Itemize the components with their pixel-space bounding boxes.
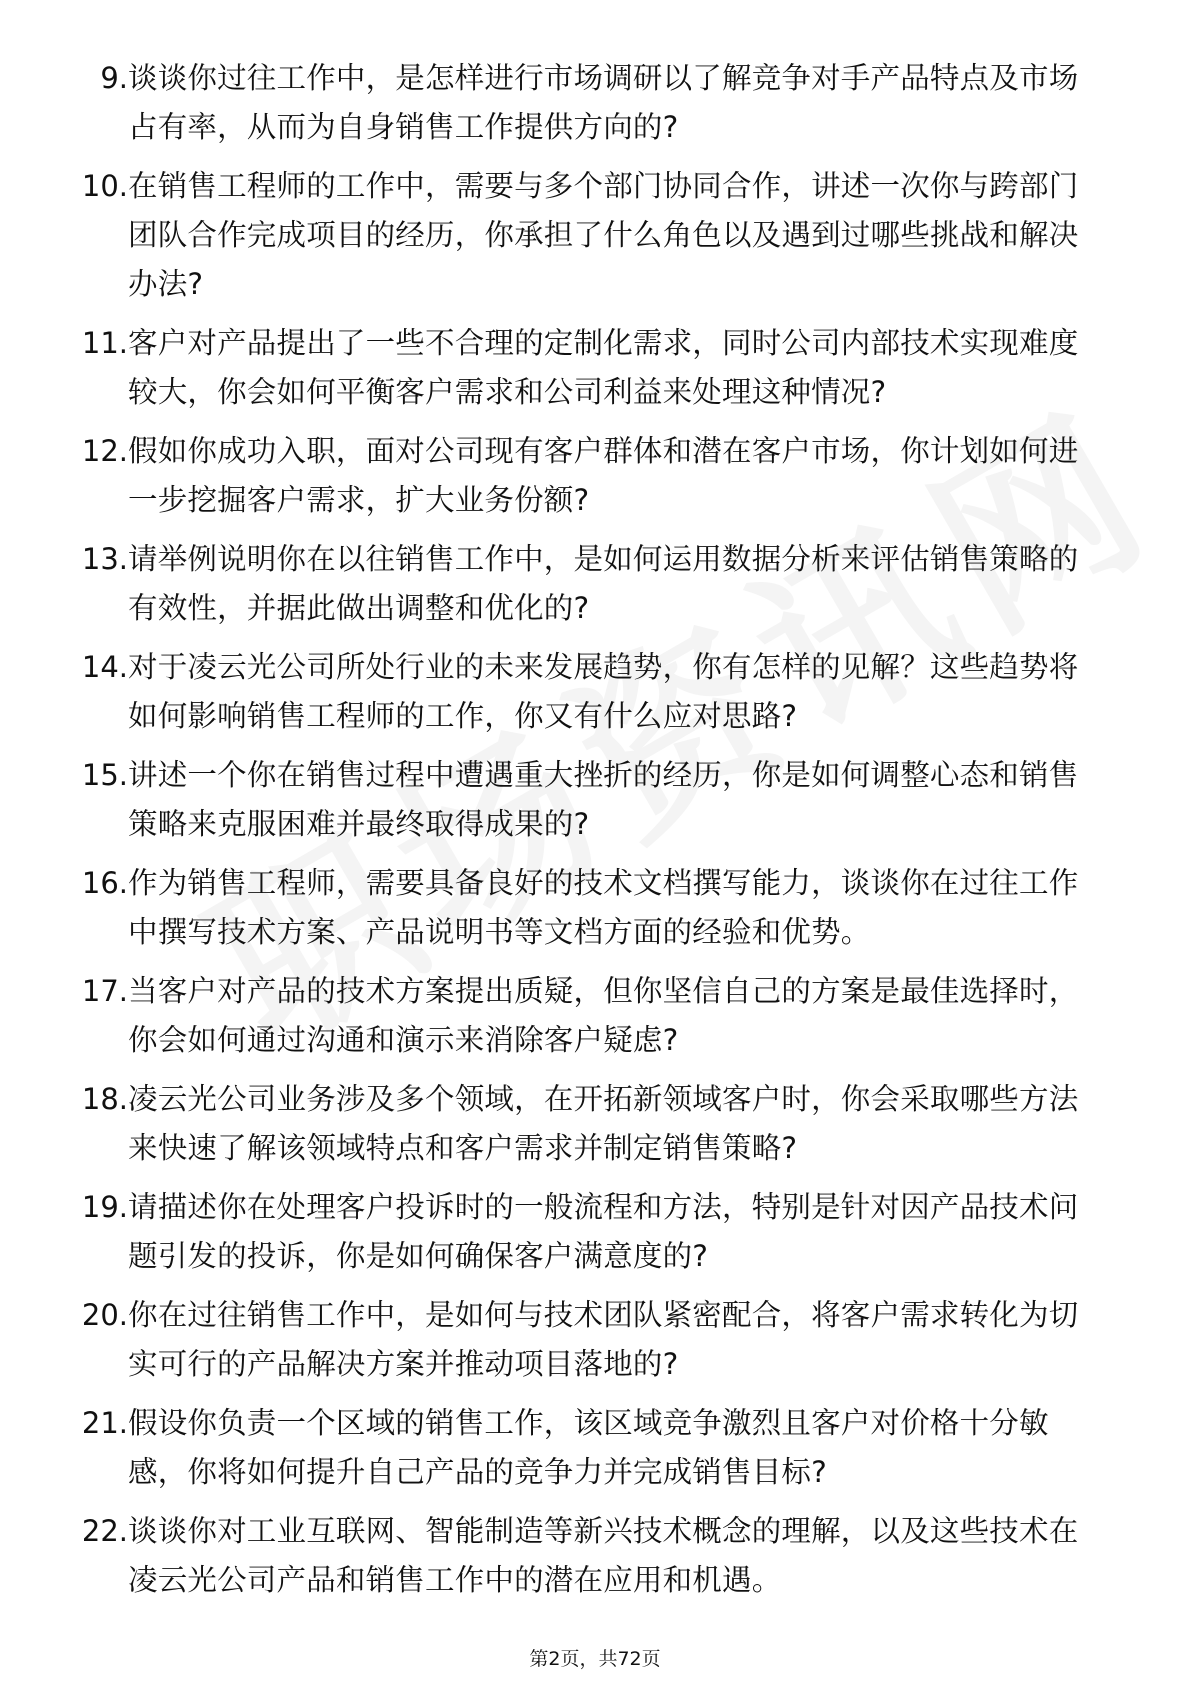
question-number: 13. [81,542,128,576]
question-text: 对于凌云光公司所处行业的未来发展趋势，你有怎样的见解？这些趋势将如何影响销售工程师的工作，你又有什么应对思路? [128,650,1079,733]
question-item [0,1075,1190,1173]
question-text: 客户对产品提出了一些不合理的定制化需求，同时公司内部技术实现难度较大，你会如何平衡客户需求和公司利益来处理这种情况? [128,326,1079,409]
question-item [0,162,1190,309]
question-number: 15. [81,758,128,792]
question-number: 11. [81,326,128,360]
question-number: 21. [81,1406,128,1440]
question-item [0,1507,1190,1605]
question-number: 22. [81,1514,128,1548]
question-number: 10. [81,169,128,203]
question-item [0,1291,1190,1389]
question-item [0,1399,1190,1497]
question-number: 20. [81,1298,128,1332]
question-text: 当客户对产品的技术方案提出质疑，但你坚信自己的方案是最佳选择时，你会如何通过沟通和演示来消除客户疑虑? [128,974,1079,1057]
question-item [0,54,1190,152]
question-number: 12. [81,434,128,468]
question-number: 18. [81,1082,128,1116]
question-item [0,427,1190,525]
question-number: 9. [100,61,128,95]
question-text: 请举例说明你在以往销售工作中，是如何运用数据分析来评估销售策略的有效性，并据此做出调整和优化的? [128,542,1079,625]
question-text: 作为销售工程师，需要具备良好的技术文档撰写能力，谈谈你在过往工作中撰写技术方案、产品说明书等文档方面的经验和优势。 [128,866,1079,949]
question-number: 17. [81,974,128,1008]
question-list [0,54,1190,1615]
question-text: 假设你负责一个区域的销售工作，该区域竞争激烈且客户对价格十分敏感，你将如何提升自己产品的竞争力并完成销售目标? [128,1406,1049,1489]
question-text: 凌云光公司业务涉及多个领域，在开拓新领域客户时，你会采取哪些方法来快速了解该领域特点和客户需求并制定销售策略? [128,1082,1079,1165]
question-item [0,859,1190,957]
question-text: 谈谈你过往工作中，是怎样进行市场调研以了解竞争对手产品特点及市场占有率，从而为自身销售工作提供方向的? [128,61,1079,144]
question-item [0,967,1190,1065]
question-item [0,535,1190,633]
question-item [0,643,1190,741]
page-footer: 第2页，共72页 [529,1648,661,1670]
question-item [0,319,1190,417]
question-text: 谈谈你对工业互联网、智能制造等新兴技术概念的理解，以及这些技术在凌云光公司产品和销售工作中的潜在应用和机遇。 [128,1514,1079,1597]
question-item [0,751,1190,849]
question-number: 14. [81,650,128,684]
question-text: 在销售工程师的工作中，需要与多个部门协同合作，讲述一次你与跨部门团队合作完成项目的经历，你承担了什么角色以及遇到过哪些挑战和解决办法? [128,169,1079,301]
question-text: 讲述一个你在销售过程中遭遇重大挫折的经历，你是如何调整心态和销售策略来克服困难并最终取得成果的? [128,758,1079,841]
question-number: 19. [81,1190,128,1224]
question-text: 请描述你在处理客户投诉时的一般流程和方法，特别是针对因产品技术问题引发的投诉，你是如何确保客户满意度的? [128,1190,1079,1273]
question-text: 你在过往销售工作中，是如何与技术团队紧密配合，将客户需求转化为切实可行的产品解决方案并推动项目落地的? [128,1298,1079,1381]
question-item [0,1183,1190,1281]
question-text: 假如你成功入职，面对公司现有客户群体和潜在客户市场，你计划如何进一步挖掘客户需求，扩大业务份额? [128,434,1079,517]
question-number: 16. [81,866,128,900]
